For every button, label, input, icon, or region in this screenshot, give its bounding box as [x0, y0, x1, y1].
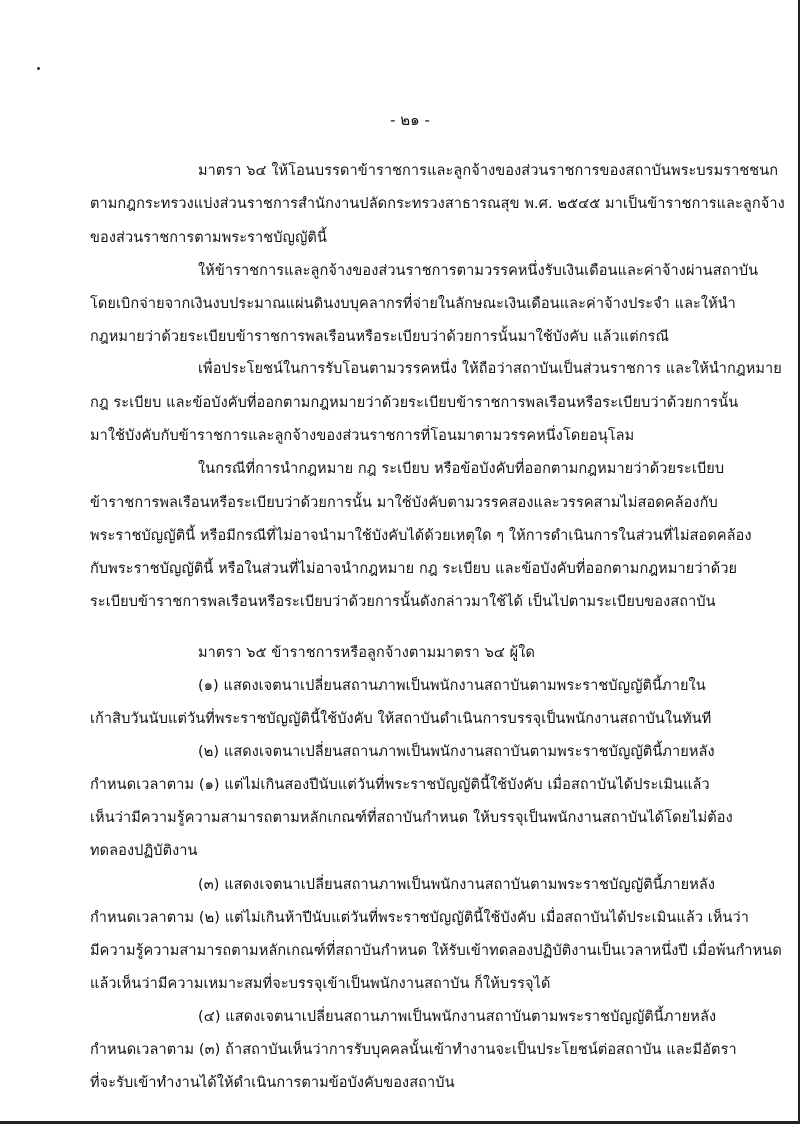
clause-line: (๓) แสดงเจตนาเปลี่ยนสถานภาพเป็นพนักงานสถาบันตามพระราชบัญญัตินี้ภายหลัง [198, 877, 716, 893]
paragraph-line: ตามกฎกระทรวงแบ่งส่วนราชการสำนักงานปลัดกระทรวงสาธารณสุข พ.ศ. ๒๕๔๕ มาเป็นข้าราชการและลูกจ้าง [90, 196, 785, 212]
page-number: - ๒๑ - [390, 111, 430, 129]
clause-line: ทดลองปฏิบัติงาน [90, 843, 198, 859]
paragraph-line: เพื่อประโยชน์ในการรับโอนตามวรรคหนึ่ง ให้ถือว่าสถาบันเป็นส่วนราชการ และให้นำกฎหมาย [198, 361, 782, 377]
clause-line: ที่จะรับเข้าทำงานได้ให้ดำเนินการตามข้อบังคับของสถาบัน [90, 1075, 455, 1091]
clause-line: กำหนดเวลาตาม (๑) แต่ไม่เกินสองปีนับแต่วันที่พระราชบัญญัตินี้ใช้บังคับ เมื่อสถาบันได้ประเมินแล้ว [90, 777, 710, 793]
paragraph-line: กฎ ระเบียบ และข้อบังคับที่ออกตามกฎหมายว่าด้วยระเบียบข้าราชการพลเรือนหรือระเบียบว่าด้วยการนั้น [90, 395, 739, 411]
paragraph-line: มาตรา ๖๔ ให้โอนบรรดาข้าราชการและลูกจ้างของส่วนราชการของสถาบันพระบรมราชชนก [198, 163, 779, 179]
paragraph-line: โดยเบิกจ่ายจากเงินงบประมาณแผ่นดินงบบุคลากรที่จ่ายในลักษณะเงินเดือนและค่าจ้างประจำ และให้นำ [90, 296, 736, 312]
paragraph-line: พระราชบัญญัตินี้ หรือมีกรณีที่ไม่อาจนำมาใช้บังคับได้ด้วยเหตุใด ๆ ให้การดำเนินการในส่วนที่ไม่สอดคล้อง [90, 528, 752, 544]
paragraph-line: กฎหมายว่าด้วยระเบียบข้าราชการพลเรือนหรือระเบียบว่าด้วยการนั้นมาใช้บังคับ แล้วแต่กรณี [90, 329, 670, 345]
paragraph-line: ระเบียบข้าราชการพลเรือนหรือระเบียบว่าด้วยการนั้นดังกล่าวมาใช้ได้ เป็นไปตามระเบียบของสถาบัน [90, 594, 716, 610]
clause-line: (๑) แสดงเจตนาเปลี่ยนสถานภาพเป็นพนักงานสถาบันตามพระราชบัญญัตินี้ภายใน [198, 678, 706, 694]
clause-line: เห็นว่ามีความรู้ความสามารถตามหลักเกณฑ์ที่สถาบันกำหนด ให้บรรจุเป็นพนักงานสถาบันได้โดยไม่ต้อง [90, 810, 733, 826]
clause-line: มีความรู้ความสามารถตามหลักเกณฑ์ที่สถาบันกำหนด ให้รับเข้าทดลองปฏิบัติงานเป็นเวลาหนึ่งปี เมื่อพ้นกำหนด [90, 943, 782, 959]
scan-speck [37, 67, 40, 70]
paragraph-line: ให้ข้าราชการและลูกจ้างของส่วนราชการตามวรรคหนึ่งรับเงินเดือนและค่าจ้างผ่านสถาบัน [198, 263, 759, 279]
paragraph-line: ของส่วนราชการตามพระราชบัญญัตินี้ [90, 230, 327, 246]
paragraph-line: ข้าราชการพลเรือนหรือระเบียบว่าด้วยการนั้น มาใช้บังคับตามวรรคสองและวรรคสามไม่สอดคล้องกับ [90, 495, 718, 511]
clause-line: แล้วเห็นว่ามีความเหมาะสมที่จะบรรจุเข้าเป็นพนักงานสถาบัน ก็ให้บรรจุได้ [90, 976, 551, 992]
clause-line: (๔) แสดงเจตนาเปลี่ยนสถานภาพเป็นพนักงานสถาบันตามพระราชบัญญัตินี้ภายหลัง [198, 1009, 717, 1025]
clause-line: กำหนดเวลาตาม (๓) ถ้าสถาบันเห็นว่าการรับบุคคลนั้นเข้าทำงานจะเป็นประโยชน์ต่อสถาบัน และมีอัตรา [90, 1042, 737, 1058]
clause-line: กำหนดเวลาตาม (๒) แต่ไม่เกินห้าปีนับแต่วันที่พระราชบัญญัตินี้ใช้บังคับ เมื่อสถาบันได้ประเมินแล้ว เห็นว่า [90, 910, 749, 926]
paragraph-line: กับพระราชบัญญัตินี้ หรือในส่วนที่ไม่อาจนำกฎหมาย กฎ ระเบียบ และข้อบังคับที่ออกตามกฎหมายว่าด้วย [90, 561, 738, 577]
section-heading-line: มาตรา ๖๕ ข้าราชการหรือลูกจ้างตามมาตรา ๖๔ ผู้ใด [198, 645, 535, 661]
clause-line: (๒) แสดงเจตนาเปลี่ยนสถานภาพเป็นพนักงานสถาบันตามพระราชบัญญัตินี้ภายหลัง [198, 744, 715, 760]
paragraph-line: ในกรณีที่การนำกฎหมาย กฎ ระเบียบ หรือข้อบังคับที่ออกตามกฎหมายว่าด้วยระเบียบ [198, 461, 725, 477]
paragraph-line: มาใช้บังคับกับข้าราชการและลูกจ้างของส่วนราชการที่โอนมาตามวรรคหนึ่งโดยอนุโลม [90, 428, 635, 444]
clause-line: เก้าสิบวันนับแต่วันที่พระราชบัญญัตินี้ใช้บังคับ ให้สถาบันดำเนินการบรรจุเป็นพนักงานสถาบันในทันที [90, 711, 712, 727]
